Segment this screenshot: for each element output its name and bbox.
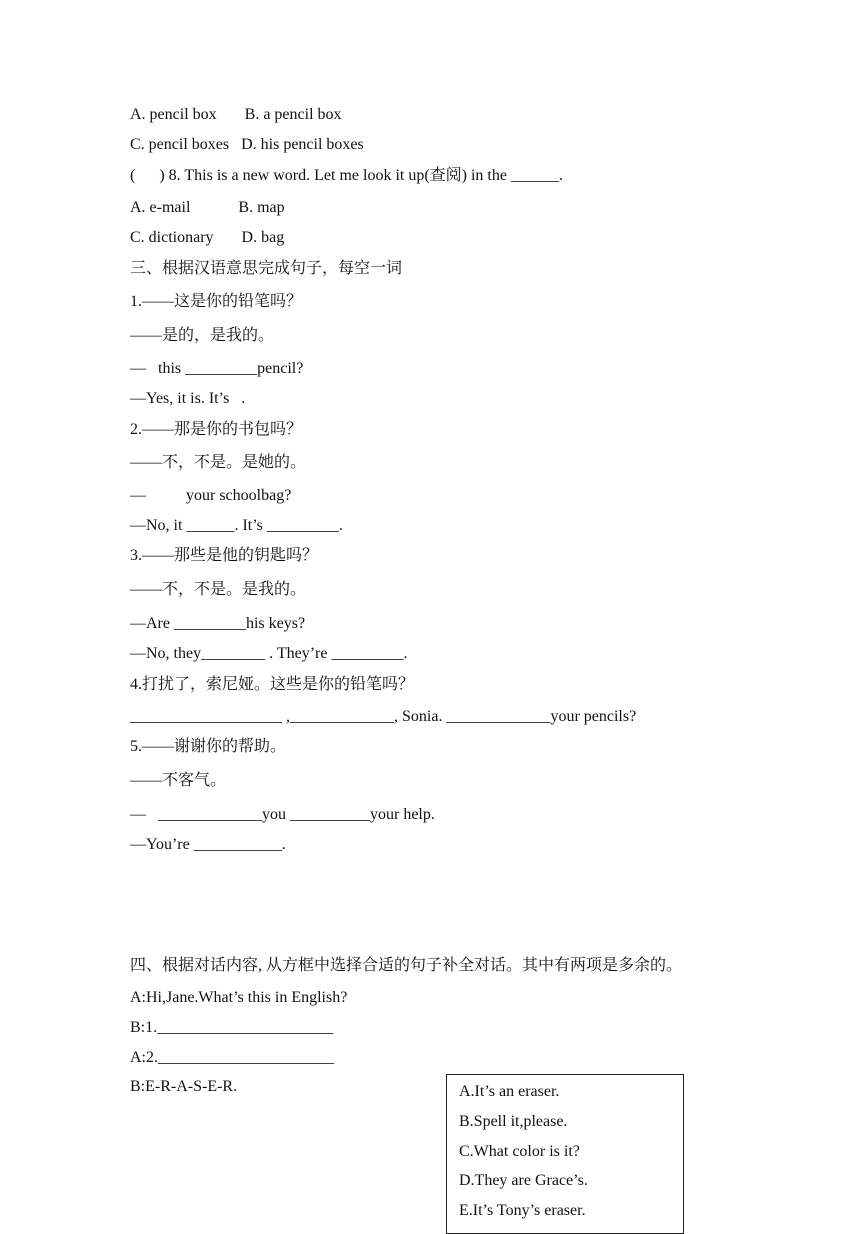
s3-item2-chinese-q: 2.——那是你的书包吗？ [130,421,303,438]
s3-item2-english-q: — your schoolbag? [130,487,292,504]
s3-item2-chinese-a: ——不，不是。是她的。 [130,454,307,471]
section-3-heading: 三、根据汉语意思完成句子，每空一词 [130,260,403,277]
s3-item1-english-a: —Yes, it is. It’s . [130,390,246,407]
s3-item3-chinese-a: ——不，不是。是我的。 [130,581,307,598]
dialogue-line-b1: B:1.______________________ [130,1019,334,1036]
option-b: B.Spell it,please. [459,1113,568,1130]
s3-item5-english-q: — _____________you __________your help. [130,806,435,823]
answer-options-box [446,1074,684,1234]
s3-item3-english-a: —No, they________ . They’re _________. [130,645,408,662]
s3-item4-english: ___________________ ,_____________, Sonia. _____________your pencils? [130,708,637,725]
q8-options-cd: C. dictionary D. bag [130,229,285,246]
q8-options-ab: A. e-mail B. map [130,199,285,216]
q7-options-ab: A. pencil box B. a pencil box [130,106,342,123]
s3-item5-chinese-q: 5.——谢谢你的帮助。 [130,738,287,755]
s3-item2-english-a: —No, it ______. It’s _________. [130,517,343,534]
s3-item3-chinese-q: 3.——那些是他的钥匙吗？ [130,547,319,564]
option-c: C.What color is it? [459,1143,580,1160]
s3-item1-english-q: — this _________pencil? [130,360,304,377]
option-a: A.It’s an eraser. [459,1083,560,1100]
section-4-heading: 四、根据对话内容, 从方框中选择合适的句子补全对话。其中有两项是多余的。 [130,957,683,974]
s3-item1-chinese-q: 1.——这是你的铅笔吗？ [130,293,303,310]
dialogue-line-b2: B:E-R-A-S-E-R. [130,1078,238,1095]
s3-item5-chinese-a: ——不客气。 [130,772,227,789]
option-e: E.It’s Tony’s eraser. [459,1202,586,1219]
s3-item1-chinese-a: ——是的，是我的。 [130,327,275,344]
dialogue-line-a2: A:2.______________________ [130,1049,334,1066]
s3-item5-english-a: —You’re ___________. [130,836,286,853]
option-d: D.They are Grace’s. [459,1172,588,1189]
q7-options-cd: C. pencil boxes D. his pencil boxes [130,136,364,153]
s3-item3-english-q: —Are _________his keys? [130,615,306,632]
dialogue-line-a1: A:Hi,Jane.What’s this in English? [130,989,348,1006]
q8-question: ( ) 8. This is a new word. Let me look it up(查阅) in the ______. [130,167,563,184]
s3-item4-chinese: 4.打扰了，索尼娅。这些是你的铅笔吗？ [130,676,415,693]
